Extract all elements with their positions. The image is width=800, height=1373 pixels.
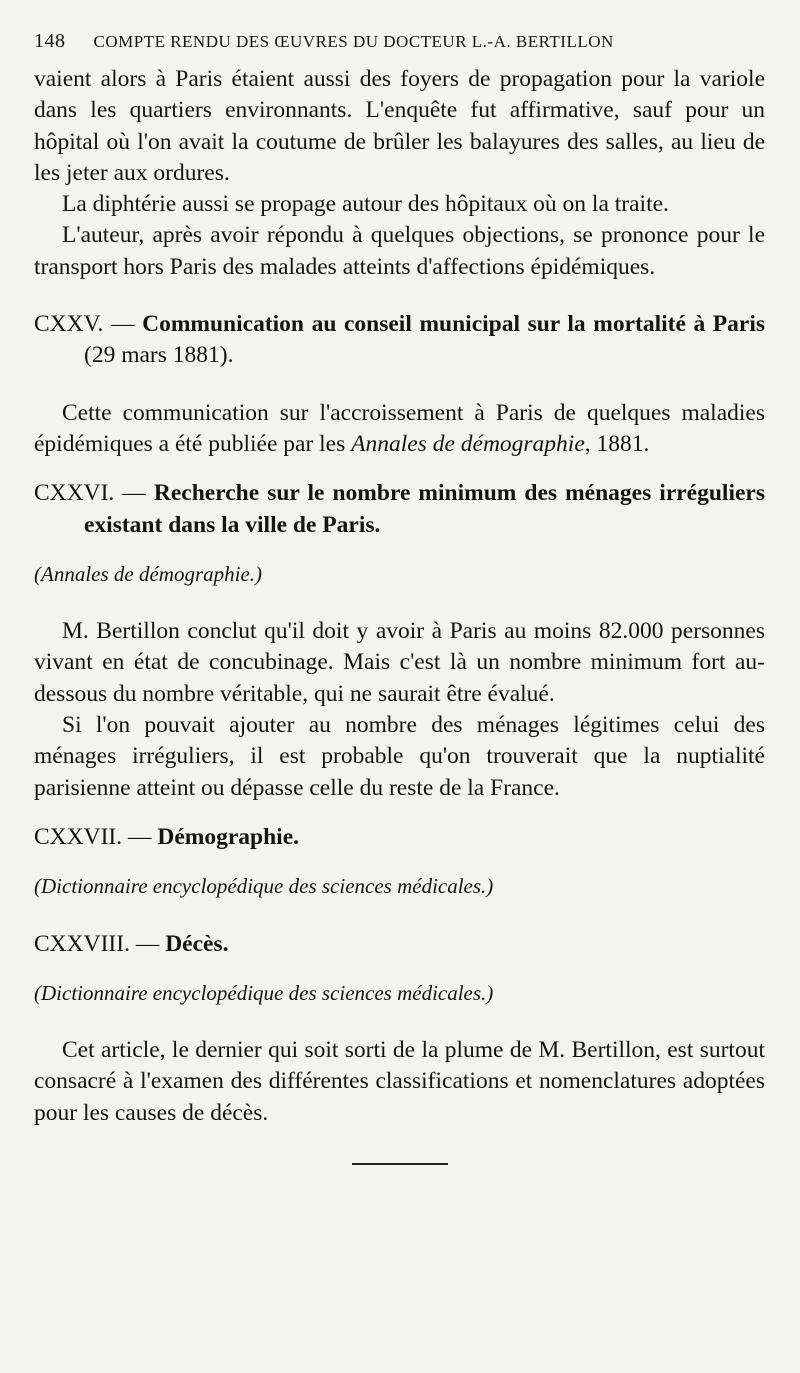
entry-cxxv-date: (29 mars 1881). (84, 342, 234, 369)
entry-cxxvii-title: Démographie. (157, 823, 300, 850)
paragraph-variole: vaient alors à Paris étaient aussi des foyers de propagation pour la variole dans les quartiers environnants. L'enquête fut affirmative, sauf pour un hôpital où l'on avait la coutume de brûler les balayures des salles, au lieu de les jeter aux ordures. (34, 66, 765, 186)
entry-cxxvi-heading: CXXVI. — Recherche sur le nombre minimum des ménages irréguliers existant dans la ville de Paris. (34, 480, 765, 538)
entry-cxxvi-title: Recherche sur le nombre minimum des ménages irréguliers existant dans la ville de Paris. (84, 480, 765, 538)
running-header (34, 30, 764, 53)
page-number: 148 (34, 30, 66, 52)
entry-cxxvii-heading: CXXVII. — Démographie. (34, 823, 300, 850)
entry-cxxvi-para1: M. Bertillon conclut qu'il doit y avoir à Paris au moins 82.000 personnes vivant en état de concubinage. Mais c'est là un nombre minimum fort au-dessous du nombre véritable, qui ne saurait être évalué. (34, 618, 765, 707)
entry-cxxviii-source: (Dictionnaire encyclopédique des sciences médicales.) (34, 980, 494, 1005)
entry-cxxvii-source: (Dictionnaire encyclopédique des sciences médicales.) (34, 874, 494, 899)
entry-cxxviii-heading: CXXVIII. — Décès. (34, 930, 229, 957)
entry-cxxv-title: Communication au conseil municipal sur la mortalité à Paris (142, 311, 766, 338)
paragraph-transport: L'auteur, après avoir répondu à quelques objections, se prononce pour le transport hors Paris des malades atteints d'affections épidémiques. (34, 222, 765, 280)
entry-cxxviii-title: Décès. (165, 930, 229, 957)
journal-title: Annales de démographie (351, 430, 585, 457)
closing-rule (352, 1163, 448, 1165)
entry-cxxv-heading: CXXV. — Communication au conseil municipal sur la mortalité à Paris (29 mars 1881). (34, 311, 766, 369)
entry-cxxv-text: Cette communication sur l'accroissement à Paris de quelques maladies épidémiques a été publiée par les Annales de démographie, 1881. (34, 399, 765, 457)
entry-cxxviii-para: Cet article, le dernier qui soit sorti de la plume de M. Bertillon, est surtout consacré à l'examen des différentes classifications et nomenclatures adoptées pour les causes de décès. (34, 1037, 765, 1126)
running-title: COMPTE RENDU DES ŒUVRES DU DOCTEUR L.-A. BERTILLON (93, 32, 614, 51)
page-body (34, 64, 765, 1165)
entry-cxxvi-para2: Si l'on pouvait ajouter au nombre des ménages légitimes celui des ménages irréguliers, il est probable qu'on trouverait que la nuptialité parisienne atteint ou dépasse celle du reste de la France. (34, 712, 765, 801)
entry-cxxvi-source: (Annales de démographie.) (34, 561, 263, 586)
paragraph-diphterie: La diphtérie aussi se propage autour des hôpitaux où on la traite. (62, 191, 669, 218)
